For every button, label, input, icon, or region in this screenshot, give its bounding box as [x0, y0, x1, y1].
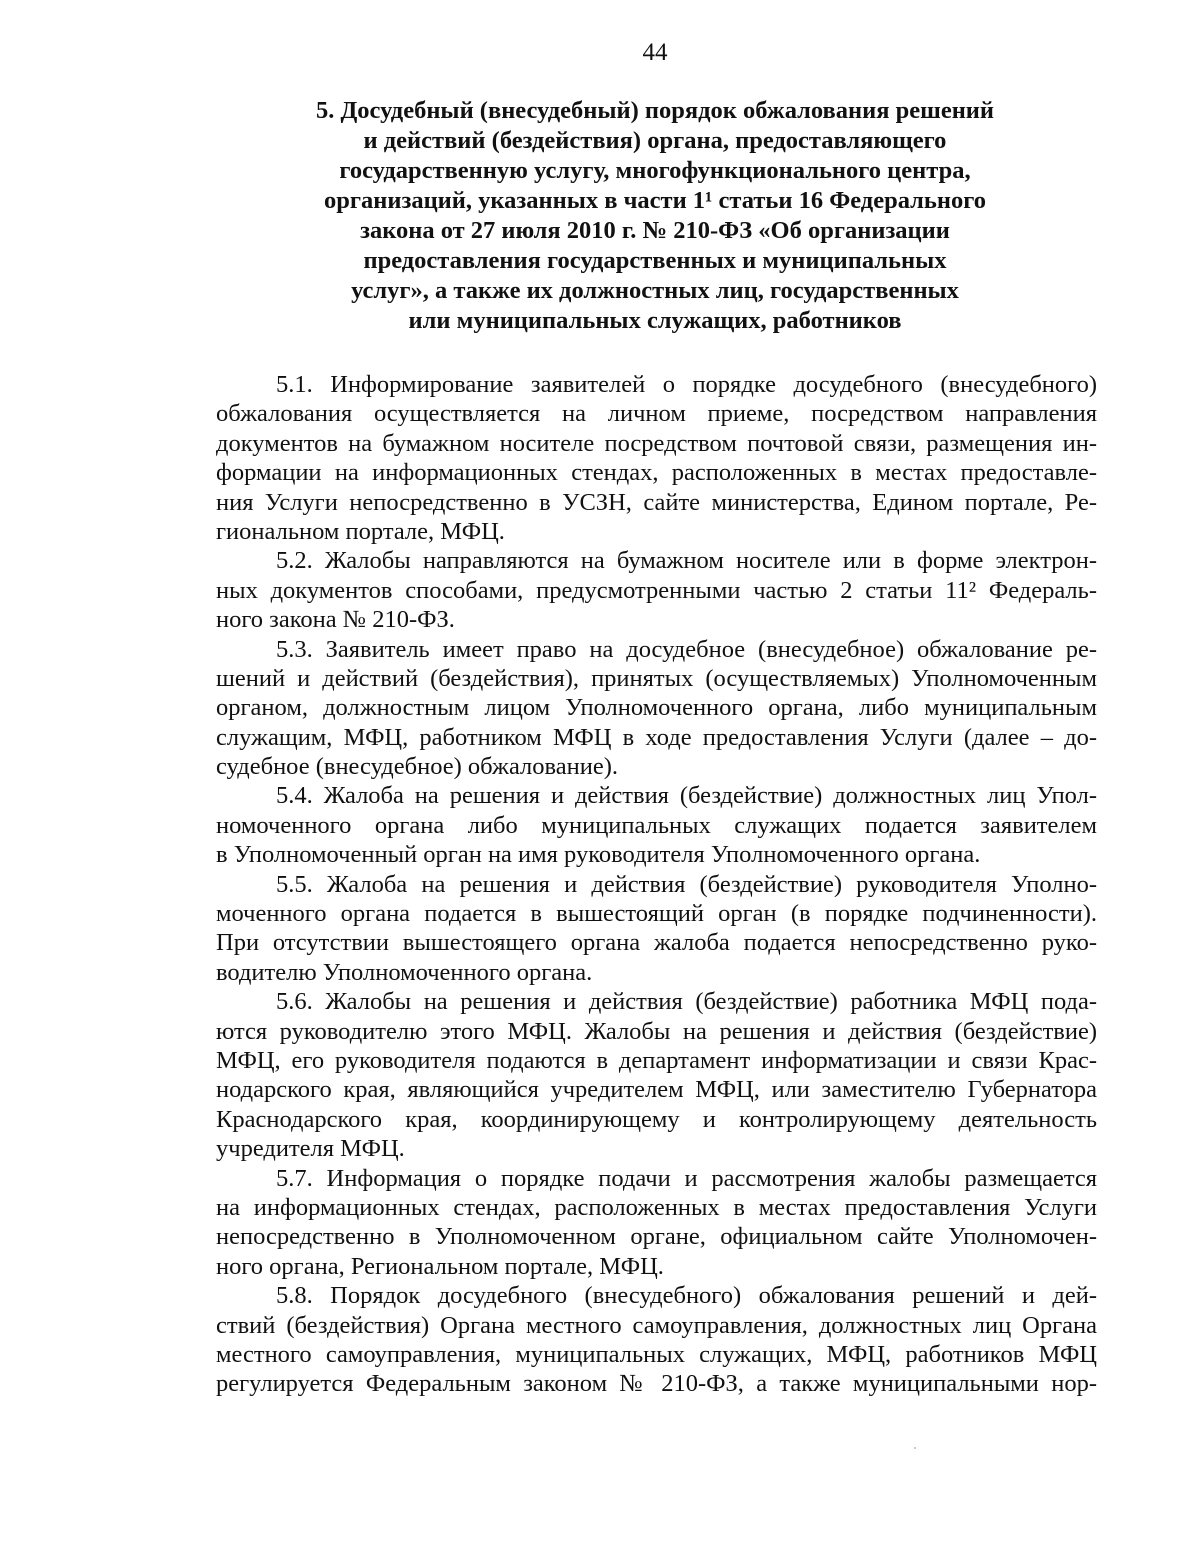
text-line: непосредственно в Уполномоченном органе, официальном сайте Уполномочен-: [216, 1223, 1097, 1251]
heading-line: государственную услугу, многофункционального центра,: [339, 157, 971, 184]
text-line: МФЦ, его руководителя подаются в департамент информатизации и связи Крас-: [216, 1046, 1097, 1074]
text-line: При отсутствии вышестоящего органа жалоба подается непосредственно руко-: [216, 929, 1097, 957]
text-line: регулируется Федеральным законом № 210-ФЗ, а также муниципальными нор-: [216, 1370, 1097, 1398]
text-line: ются руководителю этого МФЦ. Жалобы на решения и действия (бездействие): [216, 1017, 1097, 1045]
text-line: ного закона № 210-ФЗ.: [216, 606, 455, 634]
text-line: 5.1. Информирование заявителей о порядке досудебного (внесудебного): [276, 371, 1097, 398]
text-line: служащим, МФЦ, работником МФЦ в ходе предоставления Услуги (далее – до-: [216, 723, 1097, 751]
text-line: 5.7. Информация о порядке подачи и рассмотрения жалобы размещается: [276, 1164, 1097, 1192]
text-line: водителю Уполномоченного органа.: [216, 958, 593, 986]
text-line: на информационных стендах, расположенных в местах предоставления Услуги: [216, 1193, 1097, 1221]
text-line: Краснодарского края, координирующему и контролирующему деятельность: [216, 1105, 1097, 1133]
text-line: судебное (внесудебное) обжалование).: [216, 753, 619, 781]
document-body: [216, 370, 1097, 1399]
heading-line: организаций, указанных в части 1¹ статьи 16 Федерального: [323, 187, 986, 214]
text-line: 5.5. Жалоба на решения и действия (бездействие) руководителя Уполно-: [276, 870, 1097, 898]
text-line: моченного органа подается в вышестоящий орган (в порядке подчиненности).: [216, 900, 1097, 928]
heading-line: и действий (бездействия) органа, предоставляющего: [363, 127, 947, 154]
text-line: номоченного органа либо муниципальных служащих подается заявителем: [216, 811, 1097, 839]
heading-line: закона от 27 июля 2010 г. № 210-ФЗ «Об организации: [360, 217, 950, 244]
paragraph-5-6: [216, 987, 1097, 1163]
text-line: ных документов способами, предусмотренными частью 2 статьи 11² Федераль-: [216, 576, 1097, 604]
heading-line: услуг», а также их должностных лиц, государственных: [351, 277, 959, 304]
text-line: нодарского края, являющийся учредителем МФЦ, или заместителю Губернатора: [216, 1076, 1097, 1104]
text-line: 5.8. Порядок досудебного (внесудебного) обжалования решений и дей-: [276, 1282, 1097, 1310]
heading-line: или муниципальных служащих, работников: [408, 307, 902, 334]
text-line: ния Услуги непосредственно в УСЗН, сайте министерства, Едином портале, Ре-: [216, 488, 1097, 516]
text-line: 5.4. Жалоба на решения и действия (бездействие) должностных лиц Упол-: [276, 782, 1097, 810]
text-line: шений и действий (бездействия), принятых (осуществляемых) Уполномоченным: [216, 664, 1097, 692]
paragraph-5-1: [216, 370, 1097, 546]
text-line: 5.6. Жалобы на решения и действия (бездействие) работника МФЦ пода-: [276, 988, 1097, 1016]
text-line: в Уполномоченный орган на имя руководителя Уполномоченного органа.: [216, 841, 981, 869]
text-line: учредителя МФЦ.: [216, 1135, 405, 1163]
text-line: ного органа, Региональном портале, МФЦ.: [216, 1252, 664, 1280]
paragraph-5-7: [216, 1164, 1097, 1282]
text-line: гиональном портале, МФЦ.: [216, 517, 505, 545]
text-line: обжалования осуществляется на личном приеме, посредством направления: [216, 400, 1097, 428]
text-line: формации на информационных стендах, расположенных в местах предоставле-: [216, 459, 1097, 487]
text-line: 5.3. Заявитель имеет право на досудебное (внесудебное) обжалование ре-: [276, 635, 1097, 663]
paragraph-5-4: [216, 781, 1097, 869]
text-line: органом, должностным лицом Уполномоченного органа, либо муниципальным: [216, 694, 1097, 722]
text-line: местного самоуправления, муниципальных служащих, МФЦ, работников МФЦ: [216, 1340, 1097, 1368]
text-line: документов на бумажном носителе посредством почтовой связи, размещения ин-: [216, 429, 1097, 457]
paragraph-5-8: [216, 1281, 1097, 1399]
heading-line: предоставления государственных и муниципальных: [363, 247, 947, 274]
paragraph-5-3: [216, 635, 1097, 782]
scan-artifact: [914, 1447, 916, 1449]
section-heading: [250, 96, 1060, 336]
paragraph-5-2: [216, 546, 1097, 634]
heading-line: 5. Досудебный (внесудебный) порядок обжалования решений: [315, 97, 995, 124]
text-line: ствий (бездействия) Органа местного самоуправления, должностных лиц Органа: [216, 1311, 1097, 1339]
text-line: 5.2. Жалобы направляются на бумажном носителе или в форме электрон-: [276, 547, 1097, 575]
paragraph-5-5: [216, 870, 1097, 988]
page-number: 44: [642, 39, 668, 66]
